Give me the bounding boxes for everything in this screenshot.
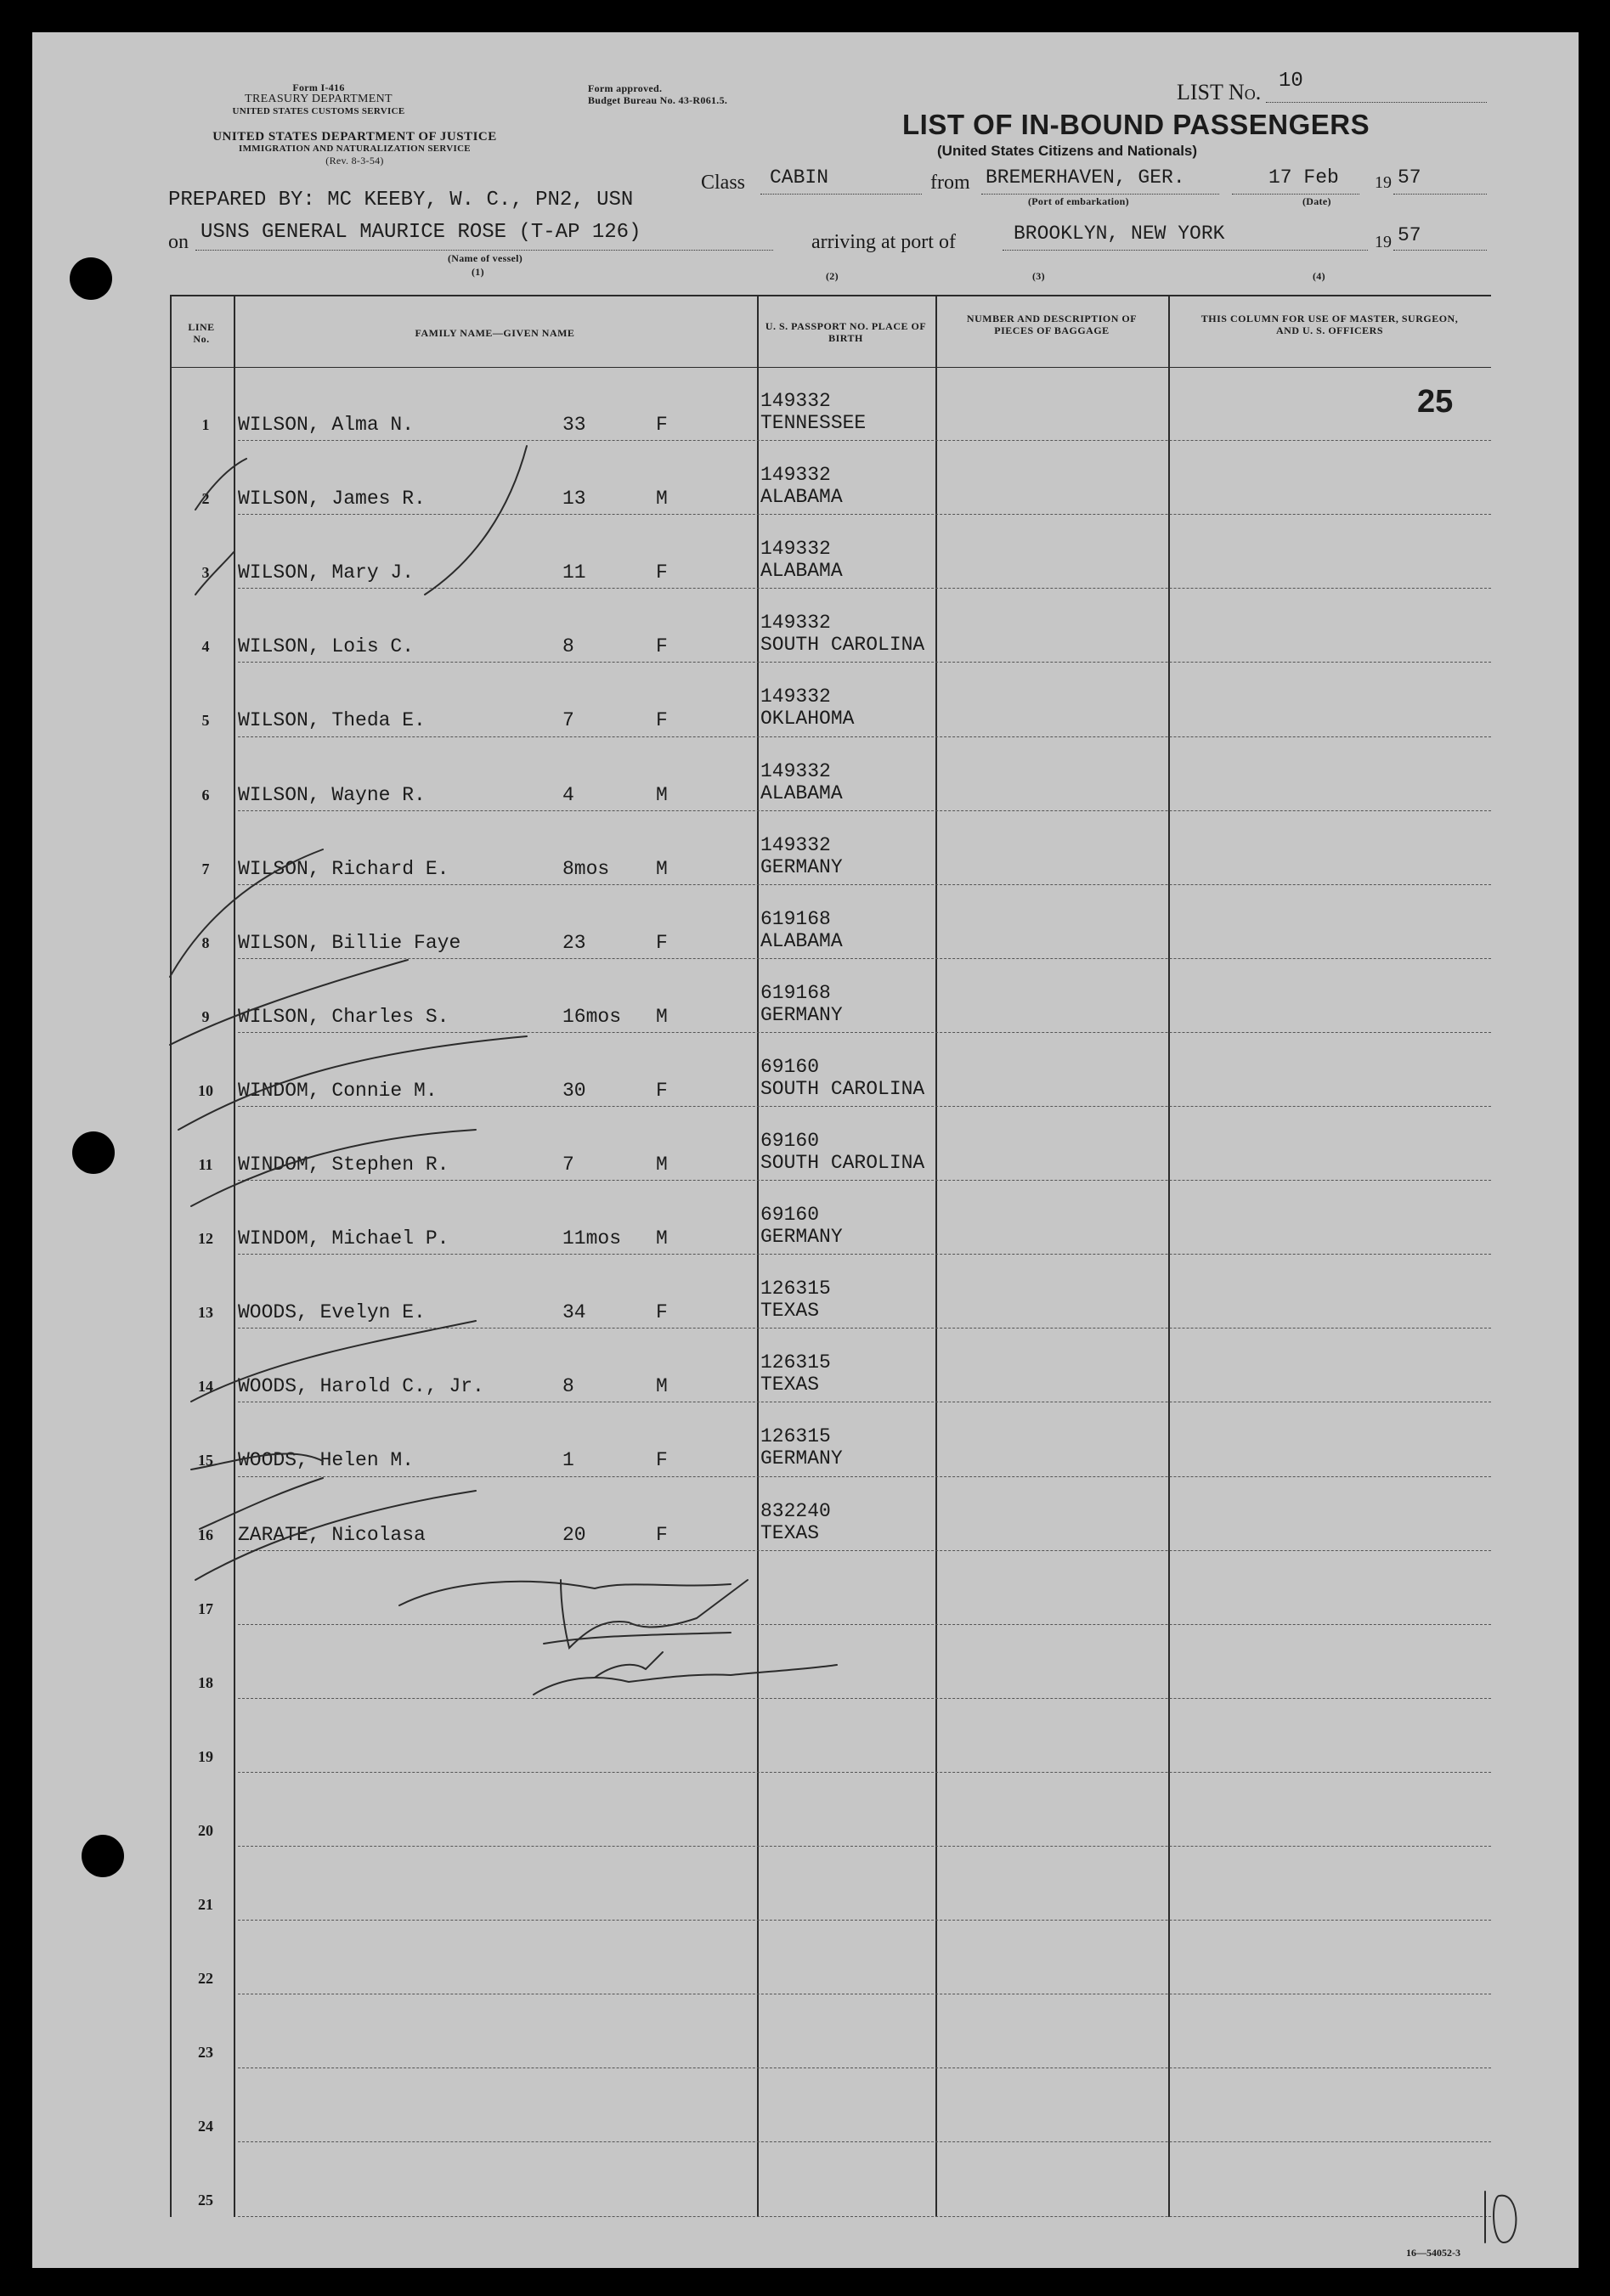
place-of-birth: GERMANY [760,1003,843,1026]
col-num-1: (1) [472,266,484,278]
check-stroke-11 [195,1491,476,1580]
passenger-age: 8 [562,635,574,658]
signature-stroke-1 [399,1582,731,1605]
passenger-sex: F [656,1523,668,1546]
passenger-name: WINDOM, Michael P. [238,1227,449,1250]
passenger-name: WILSON, Wayne R. [238,783,426,806]
line-number: 14 [198,1378,213,1396]
passenger-age: 34 [562,1301,586,1324]
passenger-sex: F [656,709,668,732]
passport-number: 149332 [760,390,831,412]
line-number: 7 [201,860,210,877]
header-name: FAMILY NAME—GIVEN NAME [415,327,575,339]
arriving-label: arriving at port of [811,231,956,253]
date-caption: (Date) [1302,195,1331,207]
line-number: 1 [201,416,210,433]
passenger-sex: M [656,857,668,880]
list-no-label: LIST No. [1177,80,1262,104]
passenger-name: WILSON, Charles S. [238,1005,449,1028]
passenger-sex: M [656,488,668,511]
passenger-age: 8 [562,1375,574,1398]
place-of-birth: TEXAS [760,1300,820,1323]
passenger-age: 7 [562,709,574,732]
class-value: CABIN [770,166,829,189]
col-num-3: (3) [1032,270,1045,282]
place-of-birth: TEXAS [760,1521,820,1544]
officer-count: 25 [1417,384,1454,420]
line-number: 23 [198,2044,213,2062]
line-number: 13 [198,1304,213,1322]
line-number: 20 [198,1821,213,1839]
passenger-sex: F [656,635,668,658]
passenger-sex: F [656,414,668,436]
check-stroke-1 [425,446,527,595]
line-number: 11 [198,1156,213,1173]
line-number: 2 [201,490,210,508]
year-prefix-2: 19 [1375,233,1392,251]
passenger-age: 11mos [562,1227,622,1250]
passport-number: 126315 [760,1425,831,1448]
passport-number: 149332 [760,464,831,487]
passenger-name: WILSON, Billie Faye [238,931,461,954]
check-stroke-6 [178,1036,527,1130]
line-number: 12 [198,1230,213,1248]
place-of-birth: GERMANY [760,1447,843,1470]
passenger-age: 23 [562,931,586,954]
port-of-embarkation: BREMERHAVEN, GER. [986,166,1185,189]
passenger-name: WILSON, Mary J. [238,561,415,584]
signature-stroke-5 [595,1652,663,1678]
prepared-by: PREPARED BY: MC KEEBY, W. C., PN2, USN [168,189,634,212]
passport-number: 69160 [760,1204,820,1227]
year-value-2: 57 [1398,224,1421,246]
passenger-sex: M [656,783,668,806]
place-of-birth: ALABAMA [760,486,843,509]
passport-number: 149332 [760,685,831,708]
passenger-sex: M [656,1154,668,1176]
line-number: 25 [198,2192,213,2209]
passenger-name: WILSON, Theda E. [238,709,426,732]
port-embark-caption: (Port of embarkation) [1028,195,1129,207]
place-of-birth: ALABAMA [760,560,843,583]
passenger-age: 8mos [562,857,610,880]
year-value: 57 [1398,166,1421,189]
line-number: 18 [198,1673,213,1691]
passport-number: 619168 [760,981,831,1004]
justice-dept: UNITED STATES DEPARTMENT OF JUSTICE [212,130,497,144]
budget-bureau: Budget Bureau No. 43-R061.5. [588,94,728,106]
place-of-birth: SOUTH CAROLINA [760,1152,925,1174]
signature-stroke-3 [544,1633,731,1644]
passenger-sex: M [656,1227,668,1250]
check-stroke-7 [191,1130,476,1206]
passenger-sex: F [656,1079,668,1102]
passenger-age: 33 [562,414,586,436]
line-number: 24 [198,2118,213,2135]
customs-service: UNITED STATES CUSTOMS SERVICE [232,106,405,116]
line-number: 16 [198,1526,213,1543]
passport-number: 149332 [760,612,831,635]
revision: (Rev. 8-3-54) [325,155,384,166]
passenger-age: 16mos [562,1005,622,1028]
passenger-sex: F [656,931,668,954]
passenger-name: WILSON, Lois C. [238,635,415,658]
line-number: 10 [198,1081,213,1099]
line-number: 5 [201,712,210,730]
passport-number: 149332 [760,538,831,561]
passport-number: 149332 [760,759,831,782]
passenger-sex: M [656,1005,668,1028]
from-label: from [930,172,970,194]
passport-number: 69160 [760,1130,820,1152]
vessel-name: USNS GENERAL MAURICE ROSE (T-AP 126) [201,221,641,244]
check-stroke-2 [195,459,246,510]
place-of-birth: GERMANY [760,855,843,878]
place-of-birth: TEXAS [760,1374,820,1396]
vessel-caption: (Name of vessel) [448,252,523,264]
passenger-sex: M [656,1375,668,1398]
class-label: Class [701,172,746,194]
passenger-name: WILSON, Richard E. [238,857,449,880]
passenger-name: ZARATE, Nicolasa [238,1523,426,1546]
col-num-2: (2) [826,270,839,282]
page-title: LIST OF IN-BOUND PASSENGERS [902,109,1370,140]
list-no-value: 10 [1279,70,1303,93]
year-prefix: 19 [1375,173,1392,192]
place-of-birth: ALABAMA [760,929,843,952]
passport-number: 832240 [760,1499,831,1522]
page-mark [1478,2192,1480,2193]
page-mark-stroke-2 [1494,2196,1516,2242]
passenger-age: 4 [562,783,574,806]
signature-stroke-4 [534,1665,837,1695]
line-number: 15 [198,1452,213,1470]
place-of-birth: ALABAMA [760,781,843,804]
port-of-arrival: BROOKLYN, NEW YORK [1014,223,1225,245]
passport-number: 126315 [760,1351,831,1374]
passport-number: 126315 [760,1278,831,1300]
passenger-age: 1 [562,1449,574,1472]
col-num-4: (4) [1313,270,1325,282]
check-stroke-10 [200,1478,323,1529]
place-of-birth: OKLAHOMA [760,708,855,731]
passenger-name: WILSON, Alma N. [238,414,415,436]
passenger-sex: F [656,1449,668,1472]
passenger-sex: F [656,561,668,584]
header-passport: U. S. PASSPORT NO. PLACE OF BIRTH [765,320,927,344]
passenger-age: 30 [562,1079,586,1102]
place-of-birth: SOUTH CAROLINA [760,1077,925,1100]
line-number: 9 [201,1007,210,1025]
line-number: 6 [201,786,210,804]
form-approved: Form approved. [588,82,663,94]
print-code: 16—54052-3 [1406,2247,1460,2259]
check-stroke-3 [195,552,234,595]
page-subtitle: (United States Citizens and Nationals) [937,143,1198,159]
line-number: 21 [198,1896,213,1913]
passport-number: 69160 [760,1055,820,1078]
passenger-age: 7 [562,1154,574,1176]
line-number: 3 [201,564,210,582]
passenger-name: WOODS, Harold C., Jr. [238,1375,484,1398]
line-number: 4 [201,638,210,656]
header-officers: THIS COLUMN FOR USE OF MASTER, SURGEON, AND U. S. OFFICERS [1200,313,1459,336]
line-number: 19 [198,1747,213,1765]
header-line-no: LINE No. [188,321,215,345]
header-baggage: NUMBER AND DESCRIPTION OF PIECES OF BAGGAGE [966,313,1138,336]
check-stroke-9 [191,1453,323,1470]
line-number: 8 [201,934,210,951]
treasury-dept: TREASURY DEPARTMENT [245,93,393,105]
check-stroke-5 [170,960,408,1045]
on-label: on [168,231,189,253]
passenger-age: 13 [562,488,586,511]
passenger-name: WOODS, Evelyn E. [238,1301,426,1324]
passenger-name: WILSON, James R. [238,488,426,511]
check-stroke-8 [191,1321,476,1402]
passenger-name: WOODS, Helen M. [238,1449,415,1472]
line-number: 22 [198,1970,213,1988]
date-value: 17 Feb [1268,166,1339,189]
line-number: 17 [198,1599,213,1617]
place-of-birth: TENNESSEE [760,412,867,434]
check-stroke-4 [170,849,323,977]
place-of-birth: GERMANY [760,1226,843,1249]
passenger-age: 20 [562,1523,586,1546]
passenger-name: WINDOM, Stephen R. [238,1154,449,1176]
passenger-age: 11 [562,561,586,584]
form-number: Form I-416 [292,82,345,93]
passport-number: 149332 [760,833,831,856]
passenger-sex: F [656,1301,668,1324]
ins-service: IMMIGRATION AND NATURALIZATION SERVICE [239,144,471,154]
place-of-birth: SOUTH CAROLINA [760,634,925,657]
passenger-name: WINDOM, Connie M. [238,1079,438,1102]
passport-number: 619168 [760,907,831,930]
